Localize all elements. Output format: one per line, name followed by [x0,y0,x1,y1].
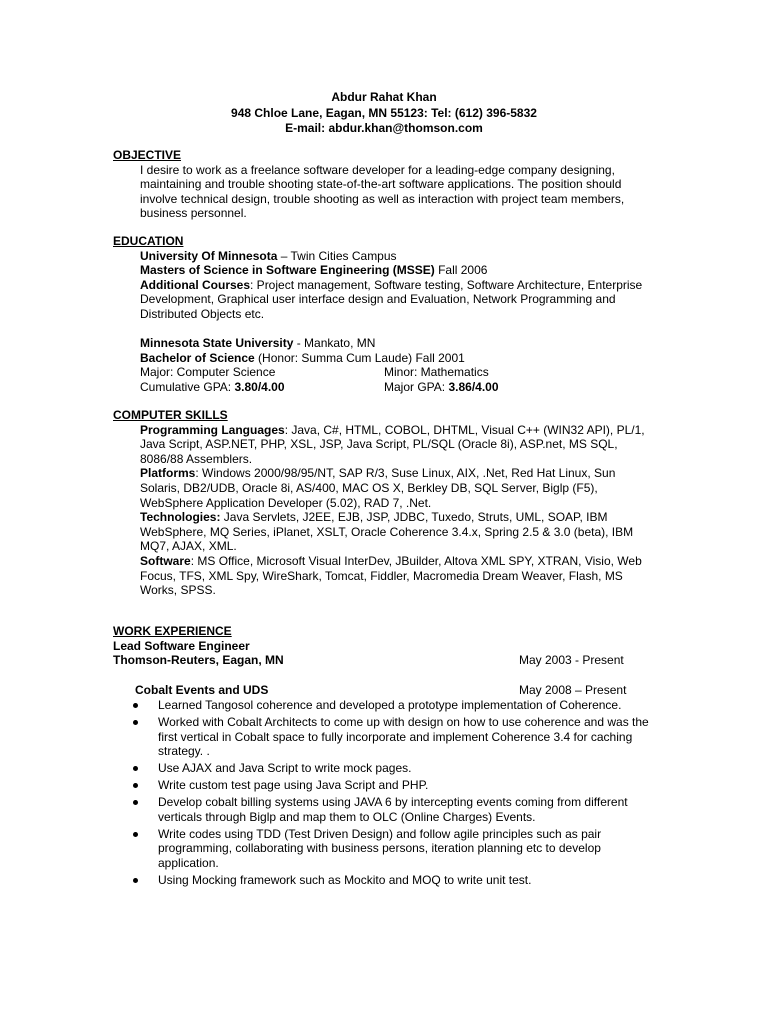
objective-heading: OBJECTIVE [113,148,182,162]
msu-name: Minnesota State University [140,336,294,351]
technologies-line [140,510,653,554]
bullet-dot-icon [133,878,138,883]
bullet-text: Develop cobalt billing systems using JAVA 6 by intercepting events coming from different verticals through Biglp and map them to OLC (Online Charges) Events. [158,795,628,824]
work-bullet-item [113,698,658,713]
company-dates: May 2003 - Present [519,653,624,668]
bullet-text: Using Mocking framework such as Mockito and MOQ to write unit test. [158,873,532,888]
candidate-name: Abdur Rahat Khan [331,90,437,104]
work-section [113,624,658,890]
bullet-dot-icon [133,832,138,837]
major-gpa: Major GPA: 3.86/4.00 [384,379,499,394]
project-row [135,683,658,698]
courses-text: : Project management, Software testing, Software Architecture, Enterprise Development, Graphical user interface design and Evaluation, Network Programming and Distributed Objects etc. [140,277,643,321]
software-text: : MS Office, Microsoft Visual InterDev, JBuilder, Altova XML SPY, XTRAN, Visio, Web Focus, TFS, XML Spy, WireShark, Tomcat, Fiddler, Macromedia Dream Weaver, Flash, MS Works, SPSS. [140,553,642,598]
bullet-dot-icon [133,720,138,725]
project-dates: May 2008 – Present [519,683,627,698]
gpa-row [140,380,653,395]
work-bullet-list [113,698,658,887]
major: Major: Computer Science [140,365,276,380]
bs-degree: Bachelor of Science [140,350,255,365]
work-bullet-item [113,873,658,888]
work-bullet-item [113,761,658,776]
bullet-dot-icon [133,703,138,708]
work-bullet-item [113,715,658,759]
work-heading: WORK EXPERIENCE [113,624,232,638]
contact-email: E-mail: abdur.khan@thomson.com [285,121,483,136]
umn-line [140,249,653,264]
bullet-dot-icon [133,783,138,788]
major-minor-row [140,365,653,380]
msu-line [140,336,653,351]
msse-line [140,263,653,278]
languages-line [140,423,653,467]
company-row [113,653,658,668]
cumulative-gpa: Cumulative GPA: 3.80/4.00 [140,379,285,394]
bs-honors: (Honor: Summa Cum Laude) Fall 2001 [254,350,465,365]
umn-name: University Of Minnesota [140,248,278,263]
objective-section [113,148,653,221]
minor: Minor: Mathematics [384,365,489,380]
education-heading: EDUCATION [113,234,184,248]
bullet-dot-icon [133,800,138,805]
languages-text: : Java, C#, HTML, COBOL, DHTML, Visual C++ (WIN32 API), PL/1, Java Script, ASP.NET, PHP, XSL, JSP, Java Script, PL/SQL (Oracle 8i), ASP.net, MS SQL, 8086/88 Assemblers. [140,422,645,466]
platforms-line [140,466,653,510]
work-bullet-item [113,795,658,824]
bullet-text: Worked with Cobalt Architects to come up with design on how to use coherence and was the first vertical in Cobalt space to fully incorporate and implement Coherence 3.4 for caching strategy. . [158,715,649,759]
work-bullet-item [113,778,658,793]
msu-location: - Mankato, MN [293,336,376,351]
resume-header [0,90,768,137]
skills-section [113,408,653,598]
company-name: Thomson-Reuters, Eagan, MN [113,653,284,668]
msse-date: Fall 2006 [434,263,488,278]
education-section [113,234,653,395]
job-role: Lead Software Engineer [113,638,250,653]
contact-address: 948 Chloe Lane, Eagan, MN 55123: Tel: (612) 396-5832 [231,105,537,120]
msse-degree: Masters of Science in Software Engineering (MSSE) [140,263,435,278]
technologies-label: Technologies: [140,510,221,525]
bullet-text: Write codes using TDD (Test Driven Design) and follow agile principles such as pair programming, collaborating with business persons, iteration planning etc to develop application. [158,826,602,871]
bullet-text: Write custom test page using Java Script and PHP. [158,778,429,793]
bs-line [140,351,653,366]
courses-label: Additional Courses [140,277,251,292]
bullet-text: Use AJAX and Java Script to write mock pages. [158,761,412,776]
umn-campus: – Twin Cities Campus [277,248,397,263]
work-bullet-item [113,827,658,871]
objective-text: I desire to work as a freelance software developer for a leading-edge company designing, maintaining and trouble shooting state-of-the-art software applications. The position should involve technical design, trouble shooting as well as interaction with project team members, business personnel. [140,162,625,221]
platforms-text: : Windows 2000/98/95/NT, SAP R/3, Suse Linux, AIX, .Net, Red Hat Linux, Sun Solaris, DB2/UDB, Oracle 8i, AS/400, MAC OS X, Berkley DB, SQL Server, Biglp (F5), WebSphere Application Developer (5.02), RAD 7, .Net. [140,466,616,510]
technologies-text: Java Servlets, J2EE, EJB, JSP, JDBC, Tuxedo, Struts, UML, SOAP, IBM WebSphere, MQ Series, iPlanet, XSLT, Oracle Coherence 3.4.x, Spring 2.5 & 3.0 (beta), IBM MQ7, AJAX, XML. [140,510,634,554]
courses-line [140,278,653,322]
bullet-dot-icon [133,766,138,771]
project-name: Cobalt Events and UDS [135,683,269,698]
software-line [140,554,653,598]
languages-label: Programming Languages [140,422,285,437]
skills-heading: COMPUTER SKILLS [113,408,228,422]
platforms-label: Platforms [140,466,196,481]
bullet-text: Learned Tangosol coherence and developed a prototype implementation of Coherence. [158,698,622,713]
software-label: Software [140,553,191,568]
